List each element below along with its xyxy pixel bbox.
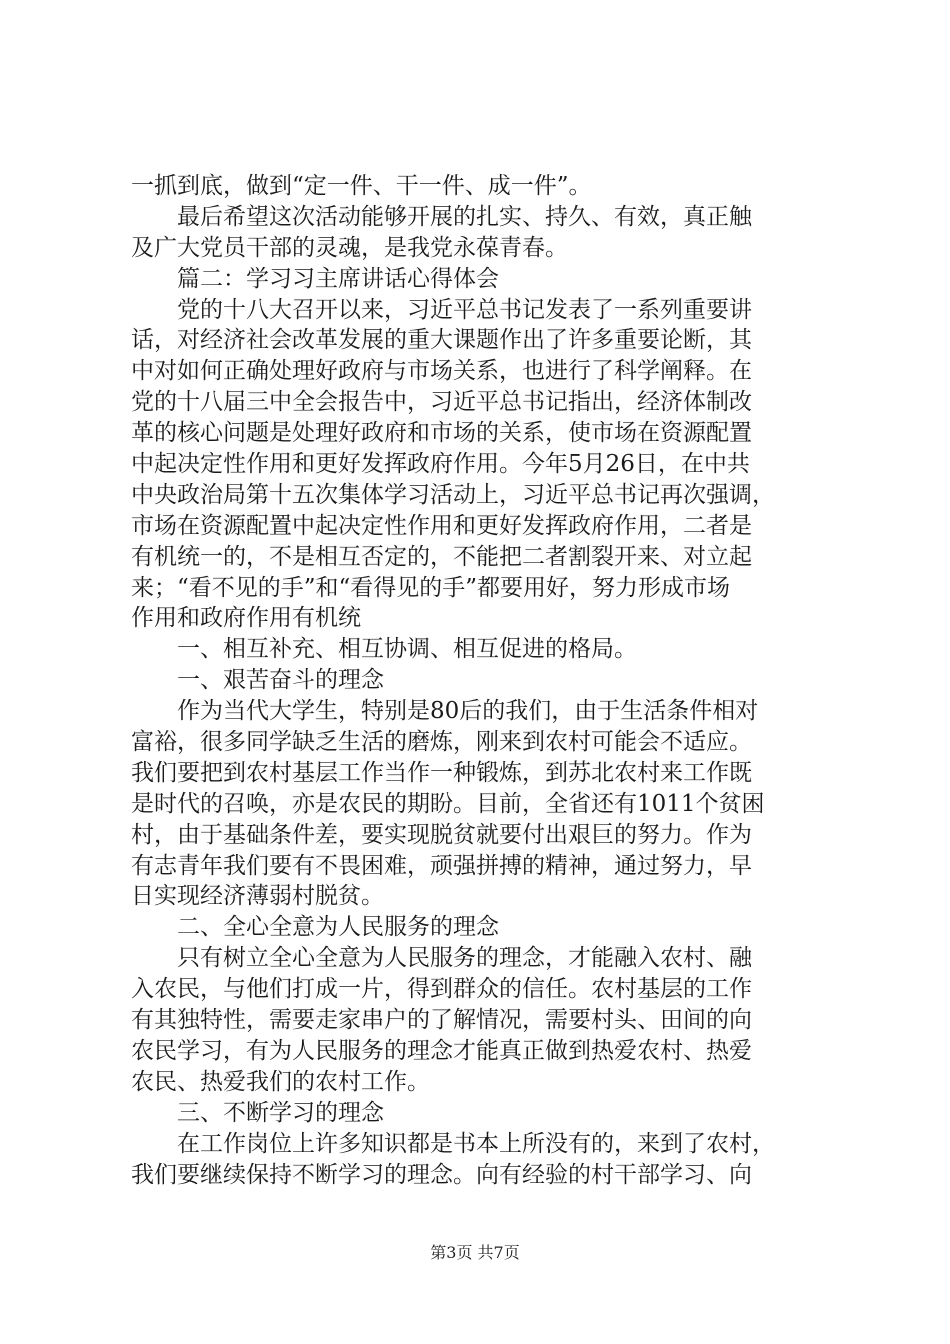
text-line: 农民学习，有为人民服务的理念才能真正做到热爱农村、热爱	[131, 1037, 752, 1064]
text-line: 中起决定性作用和更好发挥政府作用。今年5月26日，在中共	[131, 451, 750, 478]
text-line: 农民、热爱我们的农村工作。	[131, 1068, 430, 1095]
text-line: 二、全心全意为人民服务的理念	[177, 914, 499, 941]
text-line: 一抓到底，做到“定一件、干一件、成一件”。	[131, 173, 592, 199]
text-line: 一、相互补充、相互协调、相互促进的格局。	[177, 636, 637, 663]
text-line: 有机统一的，不是相互否定的，不能把二者割裂开来、对立起	[131, 543, 752, 570]
text-line: 三、不断学习的理念	[177, 1099, 384, 1126]
text-line: 在工作岗位上许多知识都是书本上所没有的，来到了农村，	[177, 1130, 775, 1157]
text-line: 日实现经济薄弱村脱贫。	[131, 883, 384, 910]
text-line: 只有树立全心全意为人民服务的理念，才能融入农村、融	[177, 945, 752, 972]
text-line: 我们要继续保持不断学习的理念。向有经验的村干部学习、向	[131, 1161, 752, 1188]
text-line: 中对如何正确处理好政府与市场关系，也进行了科学阐释。在	[131, 358, 752, 385]
text-line: 中央政治局第十五次集体学习活动上，习近平总书记再次强调，	[131, 481, 775, 508]
text-line: 作为当代大学生，特别是80后的我们，由于生活条件相对	[177, 698, 759, 725]
text-line: 篇二：学习习主席讲话心得体会	[177, 265, 499, 292]
text-line: 我们要把到农村基层工作当作一种锻炼，到苏北农村来工作既	[131, 759, 752, 786]
text-line: 村，由于基础条件差，要实现脱贫就要付出艰巨的努力。作为	[131, 821, 752, 848]
page-footer: 第3页 共7页	[430, 1243, 520, 1262]
text-line: 作用和政府作用有机统	[131, 605, 361, 632]
text-line: 一、艰苦奋斗的理念	[177, 667, 384, 694]
text-line: 入农民，与他们打成一片，得到群众的信任。农村基层的工作	[131, 976, 752, 1003]
text-line: 富裕，很多同学缺乏生活的磨炼，刚来到农村可能会不适应。	[131, 729, 752, 756]
text-line: 有志青年我们要有不畏困难，顽强拼搏的精神，通过努力，早	[131, 852, 752, 879]
text-line: 党的十八届三中全会报告中，习近平总书记指出，经济体制改	[131, 389, 752, 416]
text-line: 市场在资源配置中起决定性作用和更好发挥政府作用，二者是	[131, 512, 752, 539]
text-line: 党的十八大召开以来，习近平总书记发表了一系列重要讲	[177, 296, 752, 323]
text-line: 最后希望这次活动能够开展的扎实、持久、有效，真正触	[177, 203, 752, 230]
text-line: 是时代的召唤，亦是农民的期盼。目前，全省还有1011个贫困	[131, 790, 765, 817]
text-line: 有其独特性，需要走家串户的了解情况，需要村头、田间的向	[131, 1007, 752, 1034]
text-line: 及广大党员干部的灵魂，是我党永葆青春。	[131, 234, 568, 261]
text-line: 话，对经济社会改革发展的重大课题作出了许多重要论断，其	[131, 327, 752, 354]
text-line: 革的核心问题是处理好政府和市场的关系，使市场在资源配置	[131, 420, 752, 447]
text-line: 来；“看不见的手”和“看得见的手”都要用好，努力形成市场	[131, 574, 731, 601]
document-body	[131, 171, 831, 1190]
